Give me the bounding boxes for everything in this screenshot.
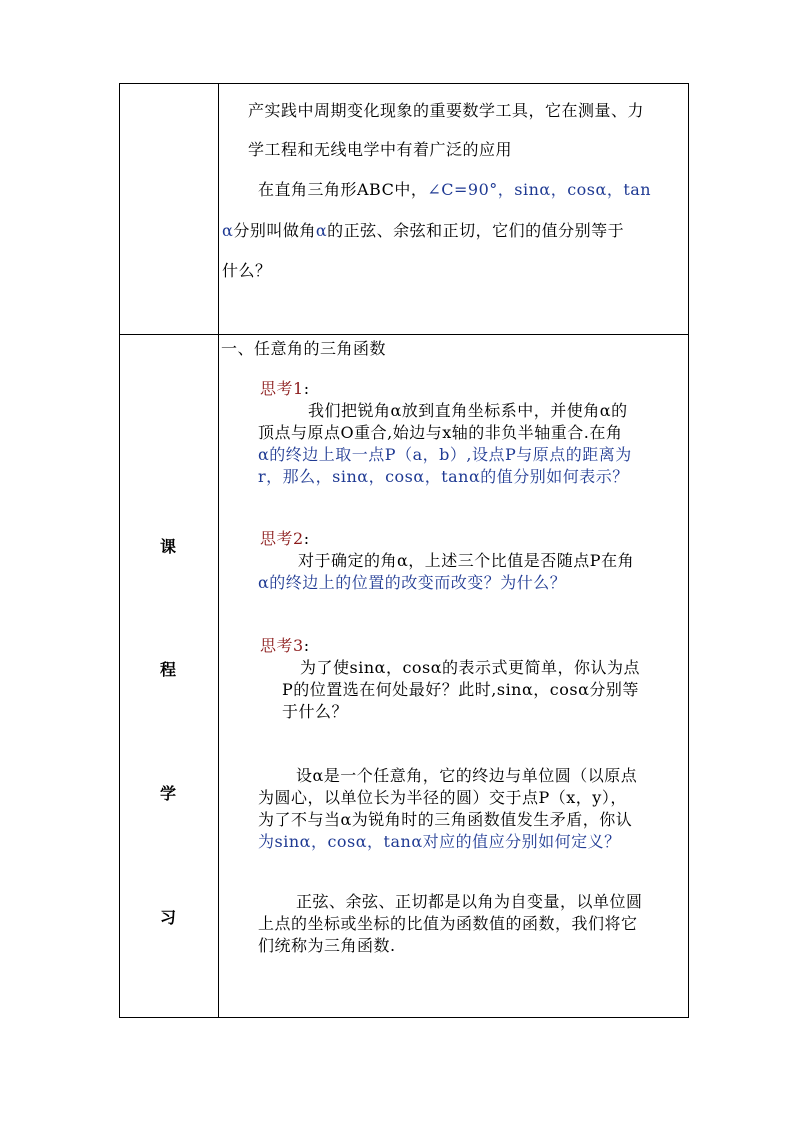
- think3-label: 思考3:: [260, 636, 310, 655]
- think1-line-2: 顶点与原点O重合,始边与x轴的非负半轴重合.在角: [258, 423, 623, 442]
- summary-line-1: 正弦、余弦、正切都是以角为自变量，以单位圆: [296, 892, 643, 911]
- think2-label: 思考2:: [260, 529, 310, 548]
- column-divider: [218, 335, 219, 1018]
- think3-line-3: 于什么？: [282, 702, 349, 721]
- think3-line-1: 为了使sinα，cosα的表示式更简单，你认为点: [300, 658, 641, 677]
- summary-line-2: 上点的坐标或坐标的比值为函数值的函数，我们将它: [258, 914, 638, 933]
- lesson-table: [119, 83, 689, 1018]
- intro-line-1: 产实践中周期变化现象的重要数学工具，它在测量、力: [248, 101, 645, 120]
- side-label-2: 程: [160, 660, 177, 679]
- think1-line-3: α的终边上取一点P（a，b）,设点P与原点的距离为: [258, 445, 632, 464]
- think3-line-2: P的位置选在何处最好？此时,sinα，cosα分别等: [282, 680, 639, 699]
- define-line-4: 为sinα，cosα，tanα对应的值应分别如何定义？: [258, 832, 621, 851]
- course-study-row: [120, 335, 688, 1018]
- intro-row: [120, 84, 688, 335]
- summary-line-3: 们统称为三角函数.: [258, 936, 396, 955]
- intro-line-2: 学工程和无线电学中有着广泛的应用: [248, 140, 513, 159]
- intro-line-5: 什么？: [222, 261, 272, 280]
- side-label-4: 习: [160, 908, 177, 927]
- think1-line-1: 我们把锐角α放到直角坐标系中，并使角α的: [308, 401, 628, 420]
- side-label-3: 学: [160, 784, 177, 803]
- column-divider: [218, 84, 219, 334]
- think1-label: 思考1:: [260, 379, 310, 398]
- intro-line-4: α分别叫做角α的正弦、余弦和正切，它们的值分别等于: [222, 221, 625, 240]
- think2-line-2: α的终边上的位置的改变而改变？为什么？: [258, 573, 567, 592]
- think1-line-4: r，那么，sinα，cosα，tanα的值分别如何表示？: [258, 467, 629, 486]
- intro-line-3: 在直角三角形ABC中，∠C=90°，sinα，cosα，tan: [258, 180, 652, 199]
- define-line-3: 为了不与当α为锐角时的三角函数值发生矛盾，你认: [258, 810, 633, 829]
- define-line-1: 设α是一个任意角，它的终边与单位圆（以原点: [296, 766, 638, 785]
- section-heading: 一、任意角的三角函数: [221, 339, 387, 358]
- side-label-1: 课: [160, 537, 177, 556]
- think2-line-1: 对于确定的角α，上述三个比值是否随点P在角: [298, 551, 635, 570]
- define-line-2: 为圆心，以单位长为半径的圆）交于点P（x，y），: [258, 788, 627, 807]
